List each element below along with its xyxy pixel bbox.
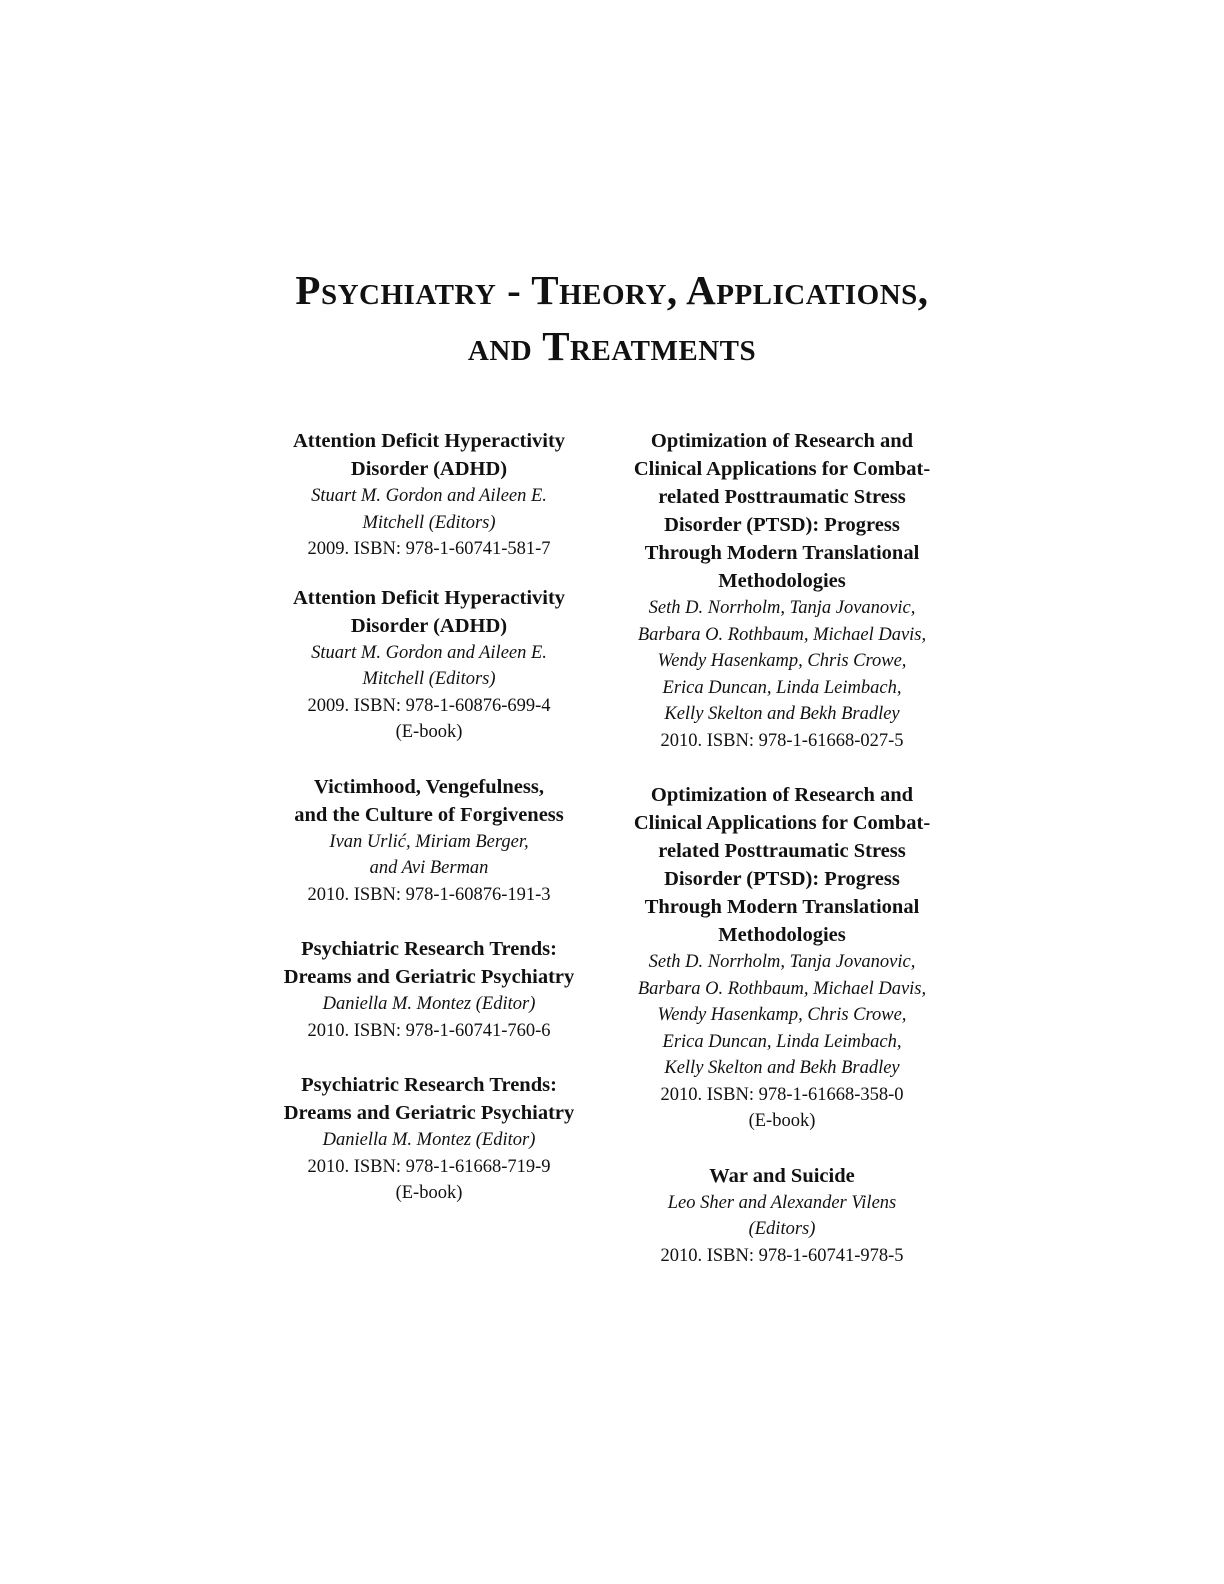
series-title-line2: and Treatments [467,323,757,369]
left-column [249,427,609,1207]
book-isbn: 2009. ISBN: 978-1-60741-581-7 [307,539,551,559]
book-isbn: 2010. ISBN: 978-1-61668-027-5 [660,730,904,751]
book-entry [602,1162,962,1270]
right-column [602,427,962,1269]
book-format: (E-book) [395,1183,463,1203]
series-title-line1: Psychiatry - Theory, Applications, [295,267,929,313]
book-title: Optimization of Research and Clinical Applications for Combat- related Posttraumatic Stress Disorder (PTSD): Progress Through Modern Translational Methodologies [633,784,931,946]
book-entry [249,935,609,1044]
book-title: Psychiatric Research Trends: Dreams and Geriatric Psychiatry [283,1074,575,1124]
book-authors: Seth D. Norrholm, Tanja Jovanovic, Barbara O. Rothbaum, Michael Davis, Wendy Hasenkamp, Chris Crowe, Erica Duncan, Linda Leimbach, Kelly Skelton and Bekh Bradley [637,598,927,724]
book-title: Psychiatric Research Trends: Dreams and Geriatric Psychiatry [283,938,575,988]
book-entry [249,584,609,746]
book-title: Attention Deficit Hyperactivity Disorder (ADHD) [292,586,566,637]
book-authors: Daniella M. Montez (Editor) [322,994,536,1014]
book-isbn: 2010. ISBN: 978-1-61668-719-9 [307,1156,551,1177]
book-isbn: 2010. ISBN: 978-1-60741-978-5 [660,1245,904,1266]
book-authors: Daniella M. Montez (Editor) [322,1130,536,1150]
book-isbn: 2010. ISBN: 978-1-60741-760-6 [307,1020,551,1041]
book-isbn: 2010. ISBN: 978-1-61668-358-0 [660,1084,904,1105]
book-title: Attention Deficit Hyperactivity Disorder (ADHD) [292,430,566,480]
book-title: War and Suicide [709,1164,855,1187]
book-title: Victimhood, Vengefulness, and the Culture of Forgiveness [294,775,564,826]
book-entry [602,427,962,754]
book-authors: Ivan Urlić, Miriam Berger, and Avi Berman [329,831,529,878]
book-isbn: 2010. ISBN: 978-1-60876-191-3 [307,884,551,905]
book-authors: Seth D. Norrholm, Tanja Jovanovic, Barbara O. Rothbaum, Michael Davis, Wendy Hasenkamp, Chris Crowe, Erica Duncan, Linda Leimbach, Kelly Skelton and Bekh Bradley [637,952,927,1078]
book-entry [249,773,609,909]
book-format: (E-book) [748,1111,816,1131]
book-entry [249,427,609,563]
series-title [0,262,1224,374]
book-authors: Stuart M. Gordon and Aileen E. Mitchell (Editors) [311,486,547,533]
book-authors: Stuart M. Gordon and Aileen E. Mitchell (Editors) [311,642,547,689]
book-title: Optimization of Research and Clinical Applications for Combat- related Posttraumatic Stress Disorder (PTSD): Progress Through Modern Translational Methodologies [633,430,931,592]
book-entry [602,781,962,1135]
book-entry [249,1071,609,1207]
book-format: (E-book) [395,722,463,742]
book-isbn: 2009. ISBN: 978-1-60876-699-4 [307,695,551,716]
book-authors: Leo Sher and Alexander Vilens (Editors) [667,1192,897,1239]
